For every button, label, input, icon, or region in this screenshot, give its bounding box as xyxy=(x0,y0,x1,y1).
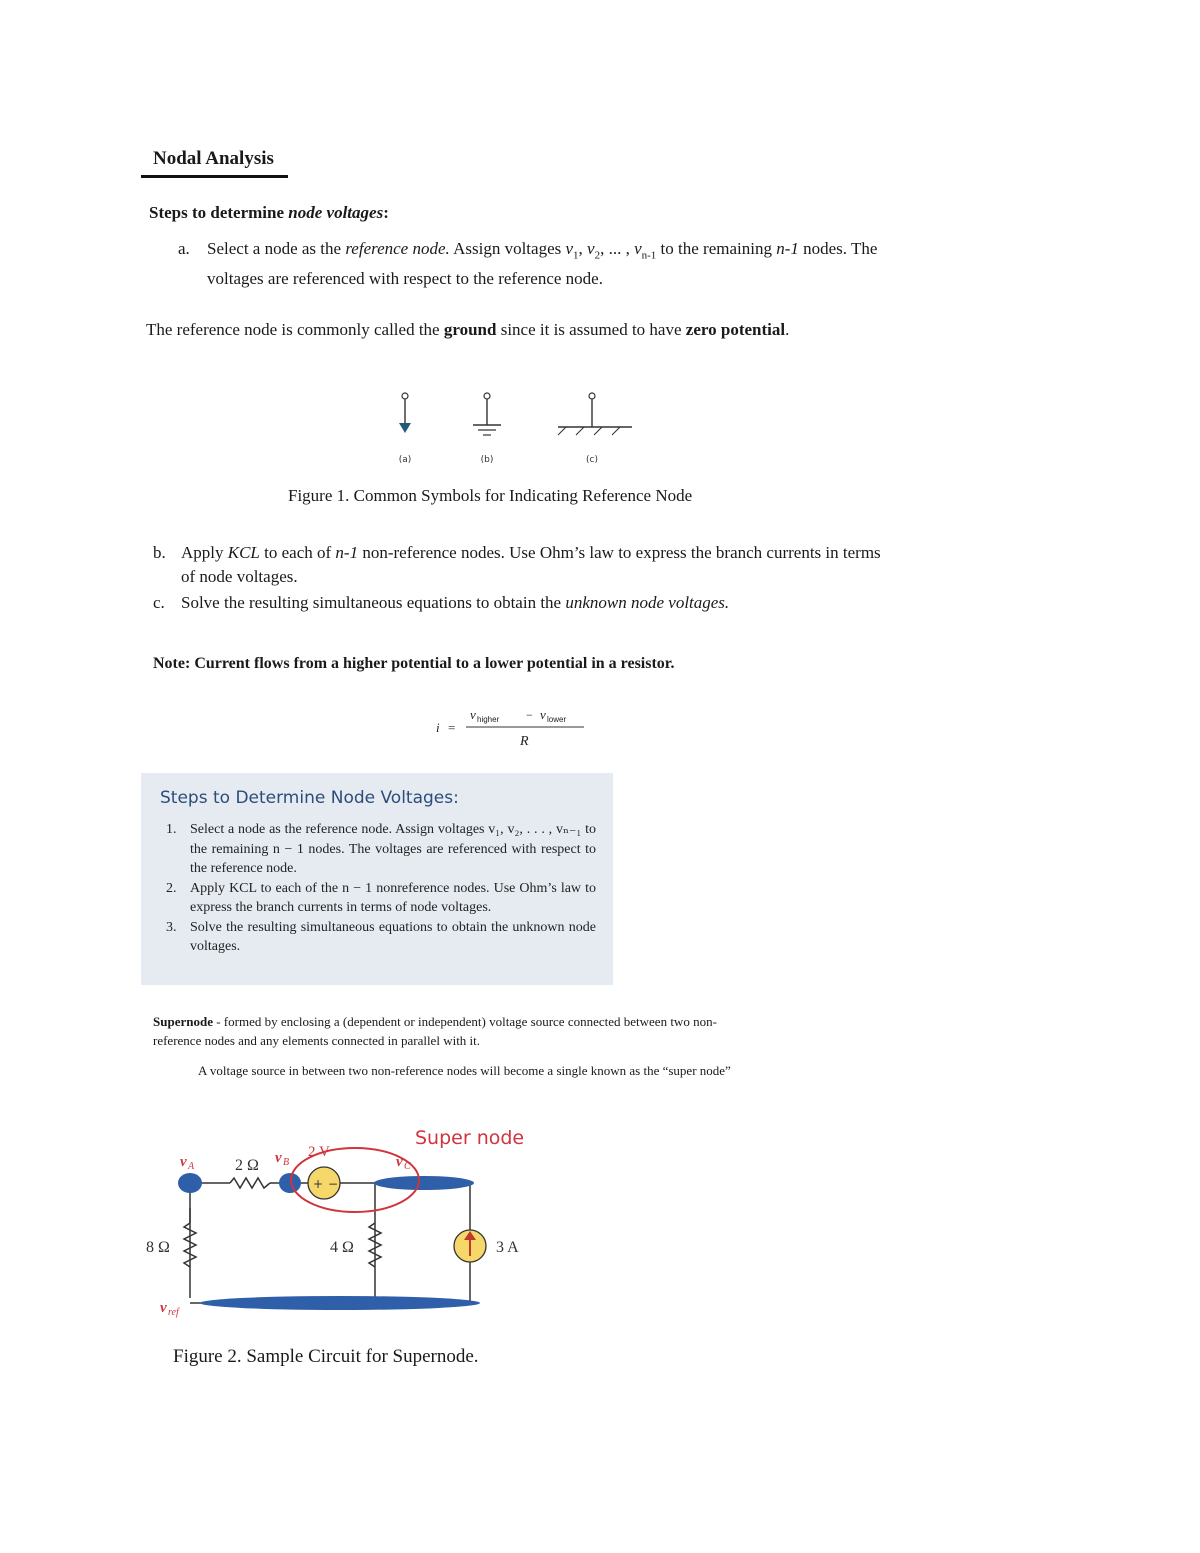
formula-num-b-sub: lower xyxy=(547,715,567,724)
steps-heading xyxy=(149,203,389,223)
page-title: Nodal Analysis xyxy=(153,148,274,169)
label-4ohm: 4 Ω xyxy=(330,1239,354,1256)
label-vref: v xyxy=(160,1300,167,1316)
step-a-t2: Assign voltages xyxy=(449,239,566,258)
step-c-e1: unknown node voltages. xyxy=(565,593,730,612)
step-c-text xyxy=(181,591,893,615)
textbook-step-1 xyxy=(166,820,596,879)
label-8ohm: 8 Ω xyxy=(146,1239,170,1256)
ground-b2: zero potential xyxy=(685,320,786,339)
supernode-definition xyxy=(153,1012,753,1050)
label-2ohm: 2 Ω xyxy=(235,1157,259,1174)
step-a-e5: n-1 xyxy=(776,239,799,258)
textbook-step-1-num: 1. xyxy=(166,822,177,837)
textbook-step-3-text: Solve the resulting simultaneous equations to obtain the unknown node voltages. xyxy=(190,919,596,954)
figure1-symbols xyxy=(360,385,660,475)
textbook-step-3 xyxy=(166,918,596,957)
formula-minus: − xyxy=(526,708,533,722)
textbook-step-1-text: Select a node as the reference node. Assign voltages v₁, v₂, . . . , vₙ₋₁ to the remaining n − 1 nodes. The voltages are referenced with respect to the reference node. xyxy=(190,822,596,876)
label-va: v xyxy=(180,1154,187,1170)
step-a-v2: v xyxy=(587,239,595,258)
formula-num-a: v xyxy=(470,707,476,722)
steps-heading-emph: node voltages xyxy=(288,203,384,222)
node-c xyxy=(374,1176,474,1190)
step-b-t3: non-reference nodes. Use Ohm’s law to express the branch currents in terms of node voltages. xyxy=(181,543,881,586)
formula-lhs: i xyxy=(436,720,440,735)
step-b-t1: Apply xyxy=(181,543,228,562)
vs-plus: + xyxy=(313,1177,324,1191)
note: Note: Current flows from a higher potential to a lower potential in a resistor. xyxy=(153,655,675,672)
step-c-label: c. xyxy=(153,593,165,612)
fig1-label-a: (a) xyxy=(398,455,412,465)
textbook-step-2-text: Apply KCL to each of the n − 1 nonreference nodes. Use Ohm’s law to express the branch currents in terms of node voltages. xyxy=(190,880,596,915)
textbook-box-title: Steps to Determine Node Voltages: xyxy=(160,788,459,808)
ground-t2: since it is assumed to have xyxy=(496,320,686,339)
formula-eq: = xyxy=(448,720,456,735)
resistor-2ohm xyxy=(230,1178,270,1188)
label-vb-sub: B xyxy=(283,1157,290,1168)
ground-symbol-c xyxy=(558,393,632,435)
current-formula xyxy=(420,700,620,752)
ground-symbol-a xyxy=(399,393,411,433)
fig1-label-c: (c) xyxy=(586,455,598,465)
title-underline xyxy=(141,175,288,178)
step-a-t5: to the remaining xyxy=(656,239,777,258)
formula-den: R xyxy=(520,734,529,749)
step-b xyxy=(153,541,893,589)
ground-t3: . xyxy=(785,320,790,339)
node-a xyxy=(178,1173,202,1193)
fig1-label-b: (b) xyxy=(480,455,494,465)
textbook-box-list xyxy=(166,820,596,957)
vs-minus: − xyxy=(328,1177,339,1191)
step-b-label: b. xyxy=(153,543,166,562)
super-node-label: Super node xyxy=(415,1127,525,1149)
step-c xyxy=(153,591,893,615)
step-a-text xyxy=(207,237,898,291)
node-ref xyxy=(200,1296,480,1310)
label-va-sub: A xyxy=(188,1161,195,1172)
step-a xyxy=(178,237,898,291)
label-vref-sub: ref xyxy=(168,1307,179,1318)
label-vb: v xyxy=(275,1150,282,1166)
textbook-step-2 xyxy=(166,879,596,918)
step-b-t2: to each of xyxy=(259,543,336,562)
label-vc: v xyxy=(396,1154,403,1170)
step-c-t1: Solve the resulting simultaneous equations to obtain the xyxy=(181,593,566,612)
formula-num-b: v xyxy=(540,707,546,722)
step-b-e1: KCL xyxy=(227,543,260,562)
step-a-s3: n-1 xyxy=(641,249,657,262)
node-b xyxy=(279,1173,301,1193)
textbook-step-2-num: 2. xyxy=(166,880,177,896)
step-a-t3: , xyxy=(578,239,588,258)
ground-t1: The reference node is commonly called the xyxy=(146,320,444,339)
step-a-t4: , ... , xyxy=(600,239,635,258)
label-vc-sub: C xyxy=(404,1161,411,1172)
formula-num-a-sub: higher xyxy=(477,715,500,724)
step-a-vn: v xyxy=(634,239,642,258)
figure1-caption: Figure 1. Common Symbols for Indicating Reference Node xyxy=(288,486,693,505)
supernode-term: Supernode xyxy=(153,1014,213,1029)
step-a-s1: 1 xyxy=(573,249,579,262)
supernode-line2-text: A voltage source in between two non-reference nodes will become a single known as the “super node” xyxy=(198,1063,731,1078)
figure2-caption: Figure 2. Sample Circuit for Supernode. xyxy=(173,1346,479,1367)
steps-heading-prefix: Steps to determine xyxy=(149,203,289,222)
supernode-definition-text: - formed by enclosing a (dependent or independent) voltage source connected between two non-reference nodes and any elements connected in parallel with it. xyxy=(153,1014,717,1048)
step-b-e2: n-1 xyxy=(335,543,359,562)
label-3a: 3 A xyxy=(496,1239,519,1256)
steps-heading-suffix: : xyxy=(383,203,389,222)
step-a-t1: Select a node as the xyxy=(207,239,346,258)
step-b-text xyxy=(181,541,893,589)
ground-paragraph xyxy=(146,318,906,342)
ground-symbol-b xyxy=(473,393,501,435)
step-a-s2: 2 xyxy=(594,249,601,262)
step-a-v1: v xyxy=(565,239,574,258)
ground-b1: ground xyxy=(443,320,497,339)
step-a-e1: reference node. xyxy=(345,239,450,258)
supernode-line2 xyxy=(150,1061,750,1080)
figure2-circuit xyxy=(140,1118,560,1328)
label-2v: 2 V xyxy=(308,1144,330,1160)
textbook-step-3-num: 3. xyxy=(166,919,177,935)
step-a-label: a. xyxy=(178,239,190,258)
step-a-t6: nodes. The voltages are referenced with respect to the reference node. xyxy=(207,239,878,289)
